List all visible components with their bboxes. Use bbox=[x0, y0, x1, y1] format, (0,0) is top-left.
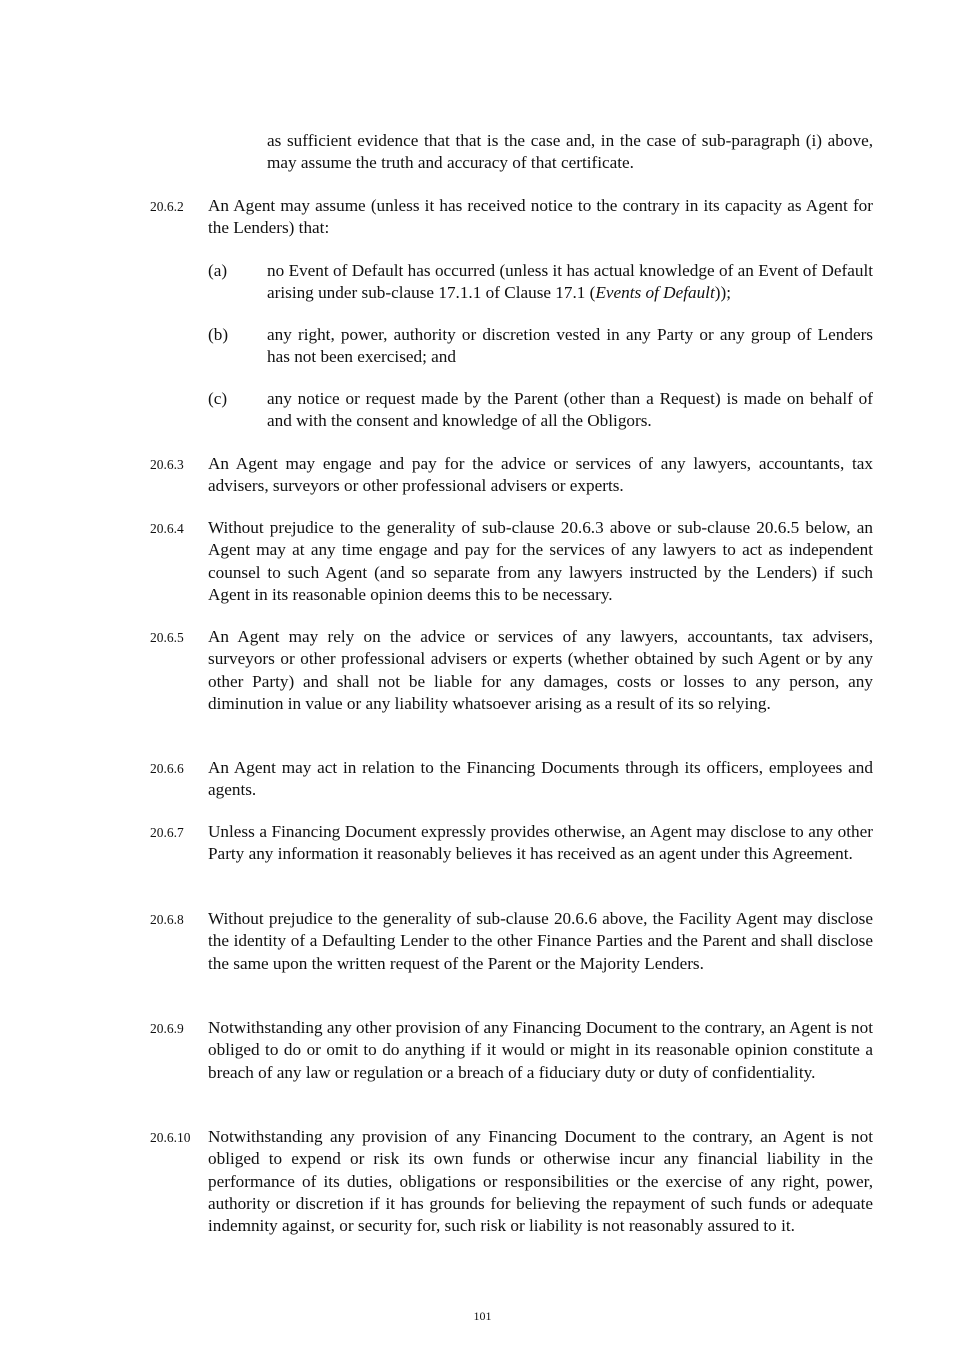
clause-text: Without prejudice to the generality of sub-clause 20.6.3 above or sub-clause 20.6.5 below, an Agent may at any time engage and pay for the services of any lawyers to act as independent counsel to such Agent (and so separate from any lawyers instructed by the Lenders) if such Agent in its reasonable opinion deems this to be necessary. bbox=[208, 518, 873, 604]
subitem-label: (b) bbox=[208, 325, 229, 344]
clause-text: Notwithstanding any provision of any Financing Document to the contrary, an Agent is not obliged to expend or risk its own funds or otherwise incur any financial liability in the performance of its duties, obligations or responsibilities or the exercise of any right, power, authority or discretion if it has grounds for believing the repayment of such funds or adequate indemnity against, or security for, such risk or liability is not reasonably assured to it. bbox=[208, 1127, 873, 1236]
clause-text: An Agent may assume (unless it has received notice to the contrary in its capacity as Agent for the Lenders) that: bbox=[208, 196, 873, 238]
clause-number: 20.6.9 bbox=[150, 1021, 184, 1036]
continuation-paragraph: as sufficient evidence that that is the case and, in the case of sub-paragraph (i) above, may assume the truth and accuracy of that certificate. bbox=[267, 131, 873, 173]
clause-20-6-7 bbox=[150, 821, 873, 866]
subitem-a bbox=[208, 260, 873, 305]
clause-number: 20.6.8 bbox=[150, 912, 184, 927]
subitem-b bbox=[208, 324, 873, 369]
clause-20-6-3 bbox=[150, 453, 873, 498]
clause-number: 20.6.5 bbox=[150, 630, 184, 645]
subitem-c bbox=[208, 388, 873, 433]
clause-20-6-2 bbox=[150, 195, 873, 240]
clause-text: Without prejudice to the generality of sub-clause 20.6.6 above, the Facility Agent may disclose the identity of a Defaulting Lender to the other Finance Parties and the Parent and shall disclose the same upon the written request of the Parent or the Majority Lenders. bbox=[208, 909, 873, 973]
clause-number: 20.6.2 bbox=[150, 199, 184, 214]
clause-text: An Agent may engage and pay for the advice or services of any lawyers, accountants, tax advisers, surveyors or other professional advisers or experts. bbox=[208, 454, 873, 496]
clause-20-6-9 bbox=[150, 1017, 873, 1084]
subitem-text: no Event of Default has occurred (unless it has actual knowledge of an Event of Default arising under sub-clause 17.1.1 of Clause 17.1 (Events of Default)); bbox=[267, 261, 873, 303]
clause-text: An Agent may act in relation to the Financing Documents through its officers, employees and agents. bbox=[208, 758, 873, 800]
page-number: 101 bbox=[473, 1309, 492, 1323]
clause-text: An Agent may rely on the advice or services of any lawyers, accountants, tax advisers, surveyors or other professional advisers or experts (whether obtained by such Agent or by any other Party) and shall not be liable for any damages, costs or losses to any person, any diminution in value or any liability whatsoever arising as a result of its so relying. bbox=[208, 627, 873, 713]
clause-text: Notwithstanding any other provision of any Financing Document to the contrary, an Agent is not obliged to do or omit to do anything if it would or might in its reasonable opinion constitute a breach of any law or regulation or a breach of a fiduciary duty or duty of confidentiality. bbox=[208, 1018, 873, 1082]
clause-20-6-6 bbox=[150, 757, 873, 802]
subitem-label: (c) bbox=[208, 389, 228, 408]
clause-number: 20.6.3 bbox=[150, 457, 184, 472]
subitem-text: any notice or request made by the Parent (other than a Request) is made on behalf of and with the consent and knowledge of all the Obligors. bbox=[267, 389, 873, 431]
subitem-label: (a) bbox=[208, 261, 228, 280]
clause-20-6-8 bbox=[150, 908, 873, 975]
clause-number: 20.6.7 bbox=[150, 825, 184, 840]
clause-20-6-10 bbox=[150, 1126, 873, 1237]
subitem-text: any right, power, authority or discretion vested in any Party or any group of Lenders has not been exercised; and bbox=[267, 325, 873, 367]
clause-number: 20.6.10 bbox=[150, 1130, 191, 1145]
clause-number: 20.6.4 bbox=[150, 521, 184, 536]
clause-number: 20.6.6 bbox=[150, 761, 184, 776]
clause-text: Unless a Financing Document expressly provides otherwise, an Agent may disclose to any other Party any information it reasonably believes it has received as an agent under this Agreement. bbox=[208, 822, 873, 864]
clause-20-6-4 bbox=[150, 517, 873, 606]
clause-20-6-5 bbox=[150, 626, 873, 715]
